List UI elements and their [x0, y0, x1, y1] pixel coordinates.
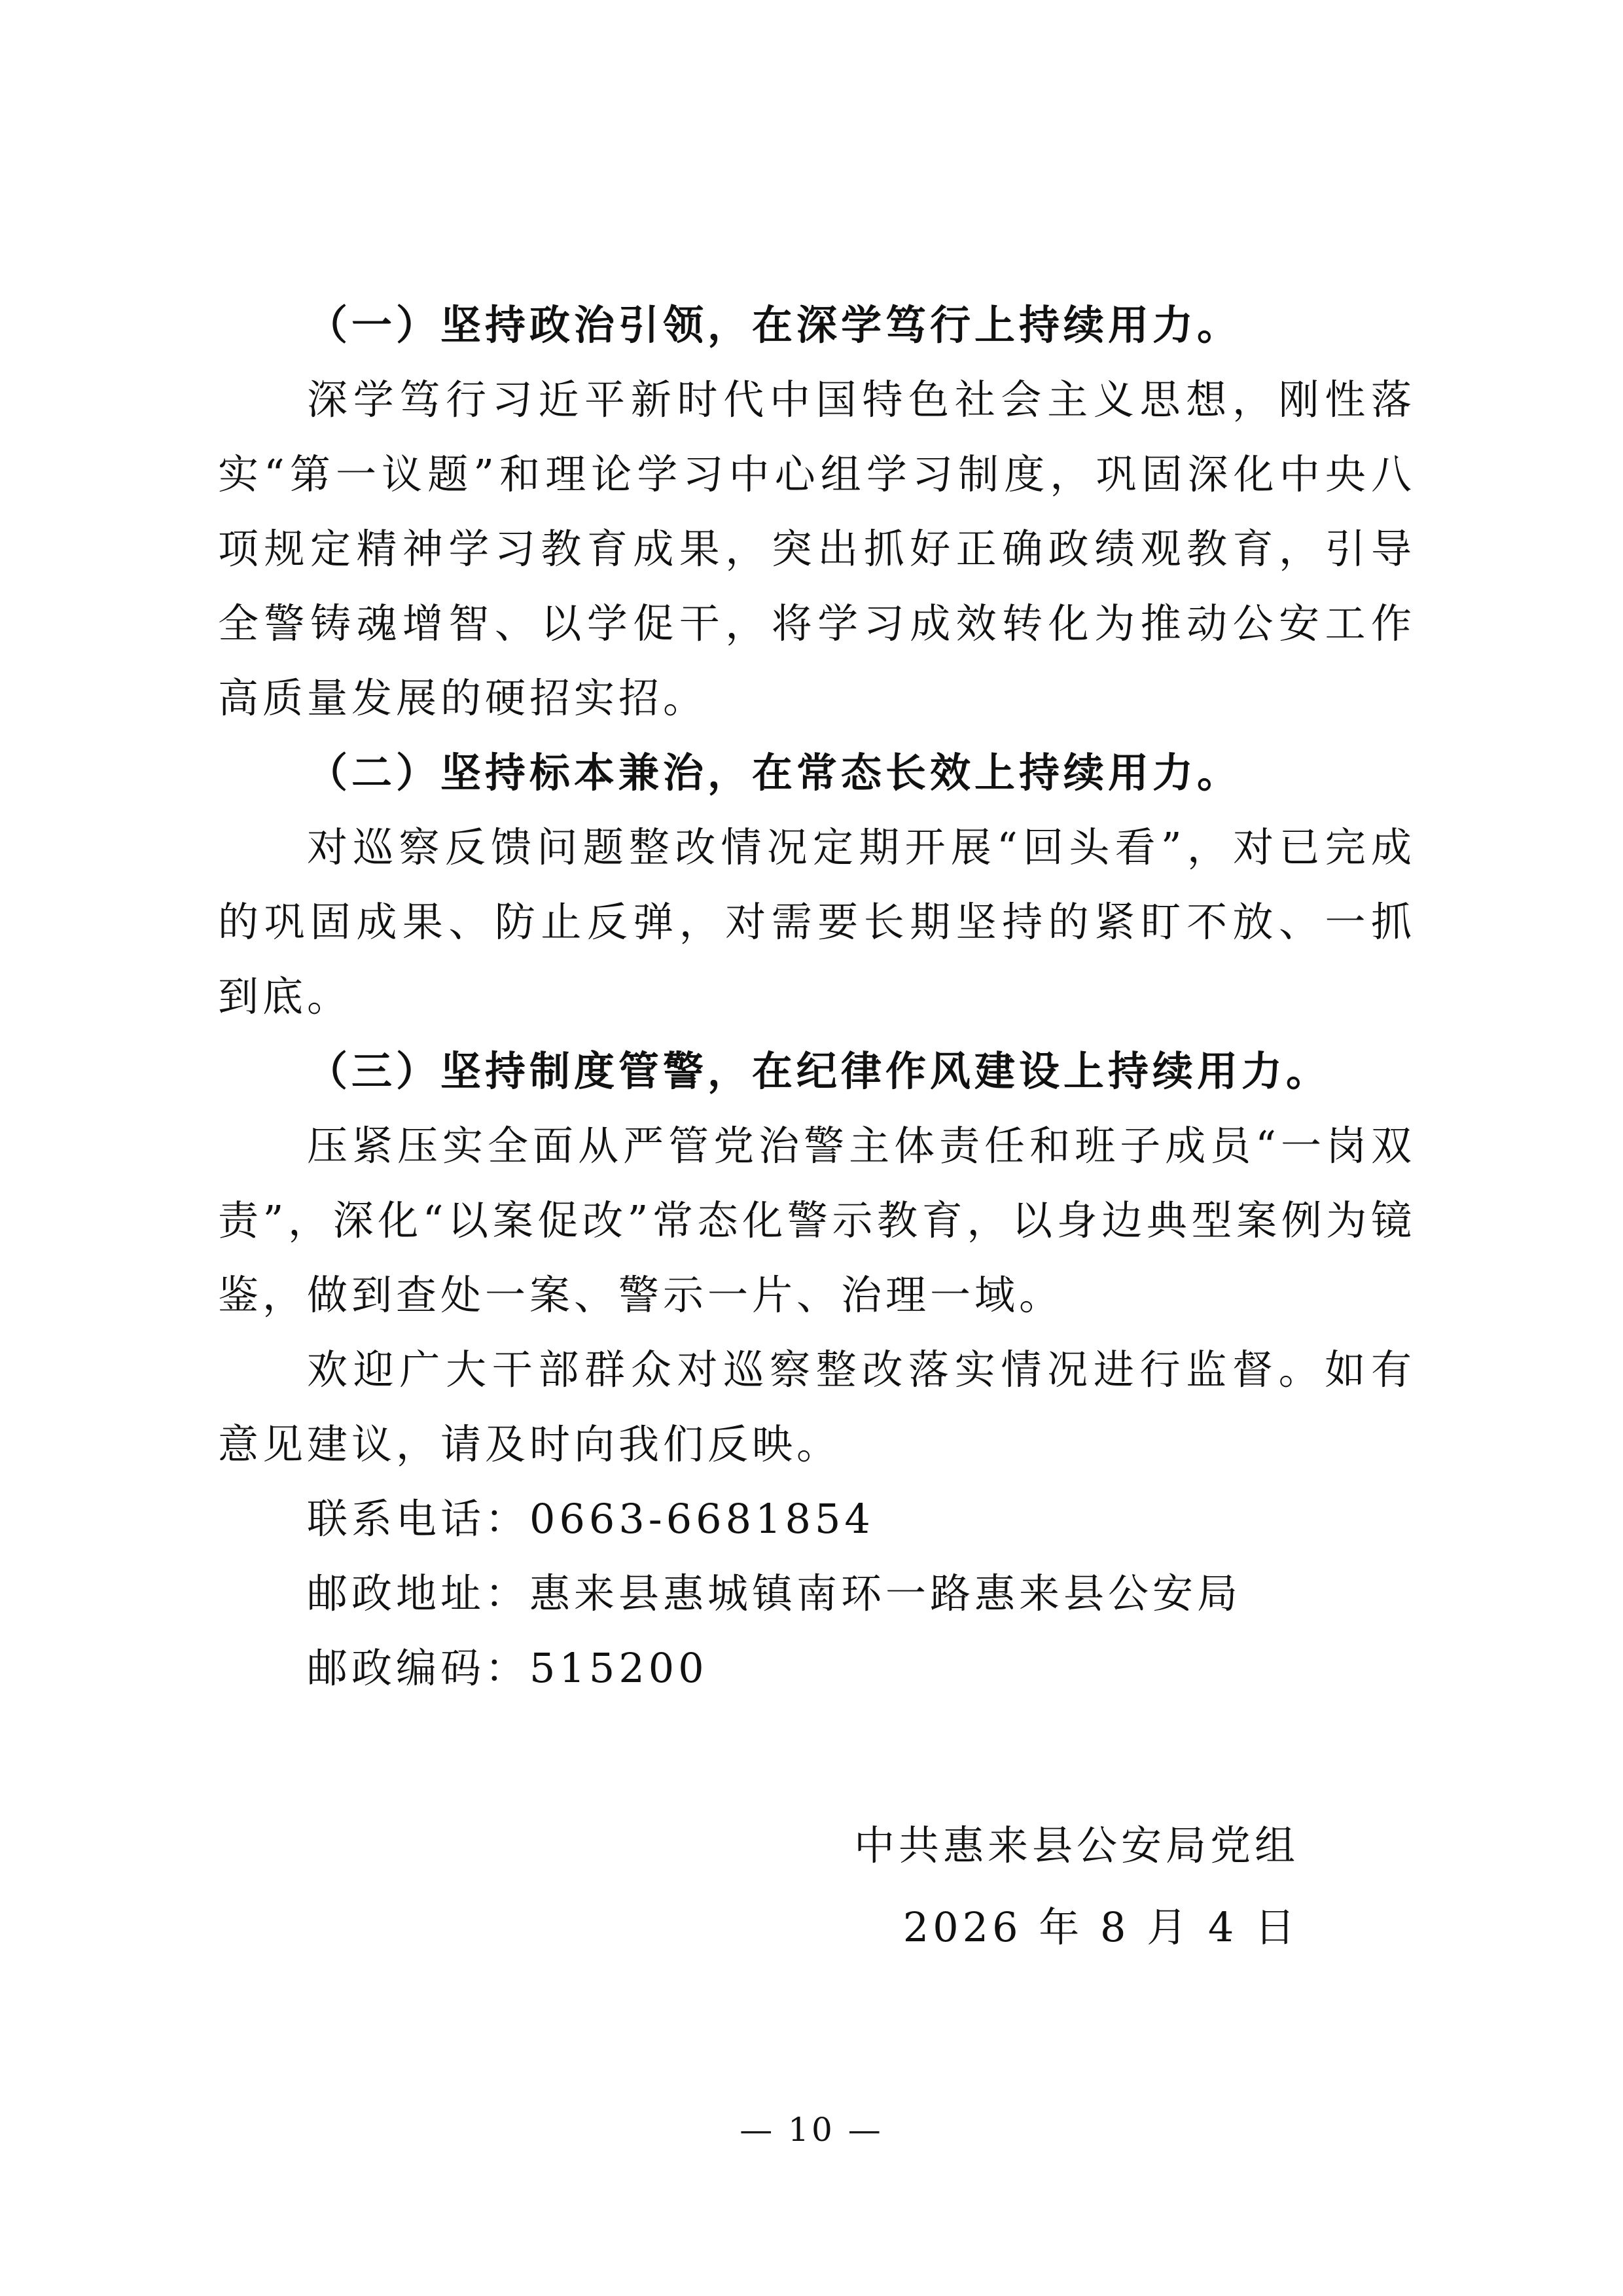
signature-date: 2026 年 8 月 4 日 — [902, 1903, 1299, 1951]
section-body-3: 压紧压实全面从严管党治警主体责任和班子成员“一岗双责”，深化“以案促改”常态化警示教育，以身边典型案例为镜鉴，做到查处一案、警示一片、治理一域。 — [218, 1122, 1416, 1319]
page-number: — 10 — — [740, 2111, 883, 2149]
postal-address: 邮政地址：惠来县惠城镇南环一路惠来县公安局 — [307, 1570, 1242, 1617]
section-heading-3: （三）坚持制度管警，在纪律作风建设上持续用力。 — [307, 1047, 1331, 1095]
supervision-invitation: 欢迎广大干部群众对巡察整改落实情况进行监督。如有意见建议，请及时向我们反映。 — [218, 1346, 1416, 1468]
section-heading-2: （二）坚持标本兼治，在常态长效上持续用力。 — [307, 749, 1242, 797]
document-body — [218, 288, 1416, 1706]
postal-code: 邮政编码：515200 — [307, 1644, 708, 1692]
section-heading-1: （一）坚持政治引领，在深学笃行上持续用力。 — [307, 301, 1242, 349]
section-body-2: 对巡察反馈问题整改情况定期开展“回头看”，对已完成的巩固成果、防止反弹，对需要长期坚持的紧盯不放、一抓到底。 — [218, 823, 1416, 1020]
signature-organization: 中共惠来县公安局党组 — [853, 1821, 1299, 1869]
contact-phone: 联系电话：0663-6681854 — [307, 1495, 874, 1543]
section-body-1: 深学笃行习近平新时代中国特色社会主义思想，刚性落实“第一议题”和理论学习中心组学习制度，巩固深化中央八项规定精神学习教育成果，突出抓好正确政绩观教育，引导全警铸魂增智、以学促干，将学习成效转化为推动公安工作高质量发展的硬招实招。 — [218, 376, 1416, 722]
